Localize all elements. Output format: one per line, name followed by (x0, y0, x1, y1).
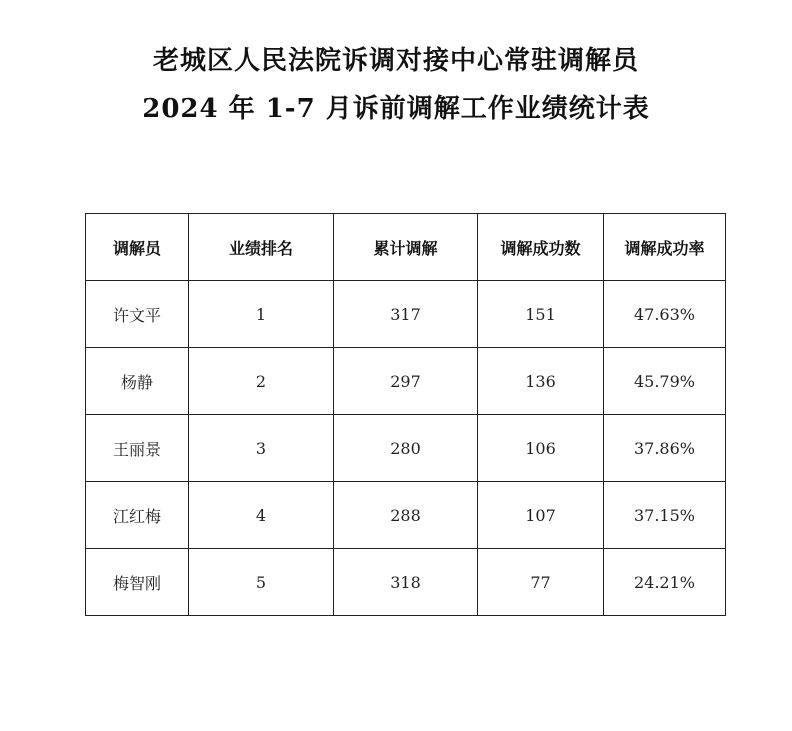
header-mediator: 调解员 (86, 214, 189, 281)
cell-total-mediated: 280 (334, 415, 478, 482)
mediation-statistics-table (85, 213, 726, 616)
cell-success-rate: 45.79% (604, 348, 726, 415)
header-success-rate: 调解成功率 (604, 214, 726, 281)
table-row (86, 281, 726, 348)
cell-mediator: 杨静 (86, 348, 189, 415)
cell-success-count: 77 (478, 549, 604, 616)
cell-mediator: 梅智刚 (86, 549, 189, 616)
table-row (86, 549, 726, 616)
cell-success-rate: 37.15% (604, 482, 726, 549)
cell-success-rate: 37.86% (604, 415, 726, 482)
cell-success-count: 136 (478, 348, 604, 415)
cell-mediator: 江红梅 (86, 482, 189, 549)
header-success-count: 调解成功数 (478, 214, 604, 281)
cell-success-count: 107 (478, 482, 604, 549)
table-row (86, 482, 726, 549)
header-total-mediated: 累计调解 (334, 214, 478, 281)
cell-mediator: 许文平 (86, 281, 189, 348)
cell-rank: 2 (189, 348, 334, 415)
cell-success-count: 106 (478, 415, 604, 482)
cell-rank: 3 (189, 415, 334, 482)
document-title-line-1: 老城区人民法院诉调对接中心常驻调解员 (152, 46, 639, 76)
cell-rank: 1 (189, 281, 334, 348)
cell-total-mediated: 297 (334, 348, 478, 415)
cell-total-mediated: 318 (334, 549, 478, 616)
cell-mediator: 王丽景 (86, 415, 189, 482)
cell-rank: 4 (189, 482, 334, 549)
cell-success-count: 151 (478, 281, 604, 348)
cell-total-mediated: 288 (334, 482, 478, 549)
table-row (86, 348, 726, 415)
document-title-line-2: 2024 年 1-7 月诉前调解工作业绩统计表 (142, 94, 650, 124)
table-header-row (86, 214, 726, 281)
table-row (86, 415, 726, 482)
header-rank: 业绩排名 (189, 214, 334, 281)
cell-success-rate: 47.63% (604, 281, 726, 348)
cell-total-mediated: 317 (334, 281, 478, 348)
cell-success-rate: 24.21% (604, 549, 726, 616)
cell-rank: 5 (189, 549, 334, 616)
